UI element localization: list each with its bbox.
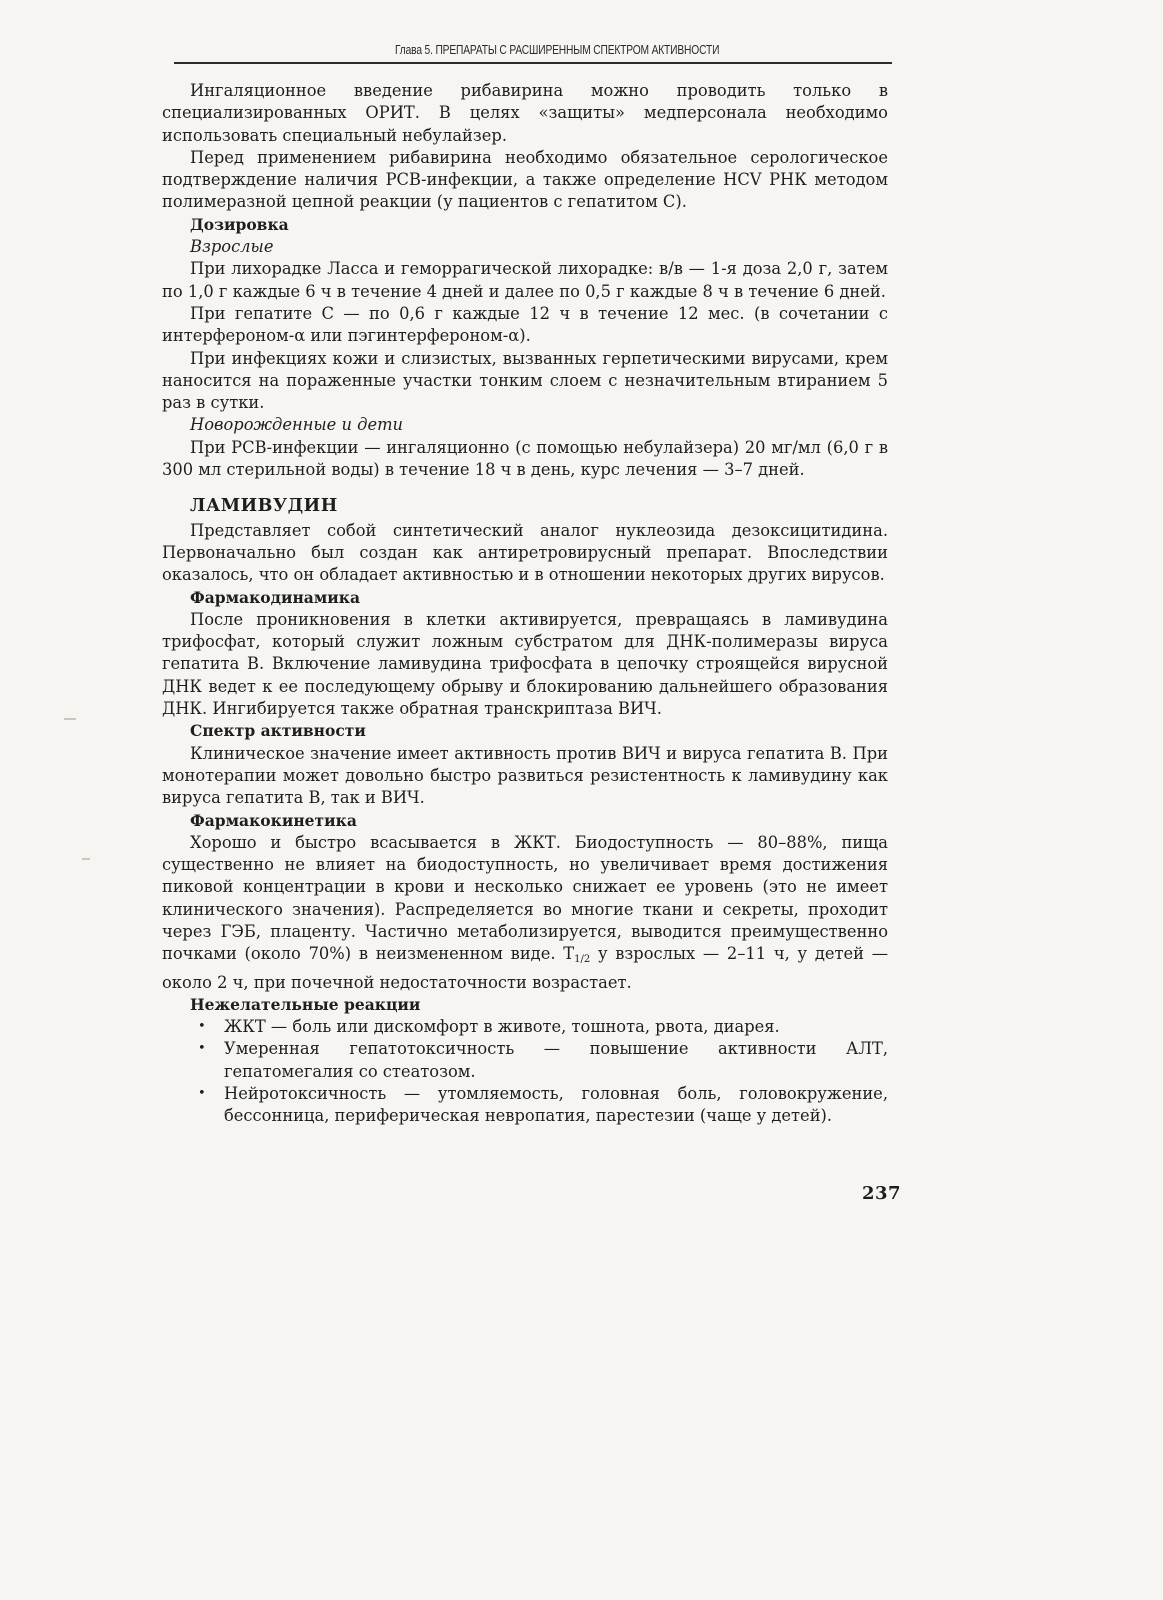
paragraph: При лихорадке Ласса и геморрагической лихорадке: в/в — 1-я доза 2,0 г, затем по 1,0 г каждые 6 ч в течение 4 дней и далее по 0,5 г каждые 8 ч в течение 6 дней. <box>162 259 888 301</box>
list-item: • ЖКТ — боль или дискомфорт в животе, тошнота, рвота, диарея. <box>162 1016 888 1038</box>
list-item: • Нейротоксичность — утомляемость, головная боль, головокружение, бессонница, периферическая невропатия, парестезии (чаще у детей). <box>162 1083 888 1128</box>
paragraph: Представляет собой синтетический аналог нуклеозида дезоксицитидина. Первоначально был создан как антиретровирусный препарат. Впоследствии оказалось, что он обладает активностью и в отношении некоторых других вирусов. <box>162 520 888 585</box>
text-run: у взрослых — 2–11 ч, у детей — около 2 ч, при почечной недостаточности возрастает. <box>162 944 888 992</box>
page-number: 237 <box>862 1183 902 1204</box>
paragraph: При инфекциях кожи и слизистых, вызванных герпетическими вирусами, крем наносится на пораженные участки тонким слоем с незначительным втиранием 5 раз в сутки. <box>162 348 888 413</box>
section-heading: Нежелательные реакции <box>190 994 421 1014</box>
section-heading: Фармакодинамика <box>190 587 361 607</box>
running-head: Глава 5. ПРЕПАРАТЫ С РАСШИРЕННЫМ СПЕКТРОМ АКТИВНОСТИ <box>395 43 720 57</box>
adverse-reactions-list <box>162 1016 888 1127</box>
margin-mark <box>64 718 76 720</box>
list-item: • Умеренная гепатотоксичность — повышение активности АЛТ, гепатомегалия со стеатозом. <box>162 1038 888 1083</box>
paragraph: При РСВ-инфекции — ингаляционно (с помощью небулайзера) 20 мг/мл (6,0 г в 300 мл стерильной воды) в течение 18 ч в день, курс лечения — 3–7 дней. <box>162 437 888 480</box>
text-run: Хорошо и быстро всасывается в ЖКТ. Биодоступность — 80–88%, пища существенно не влияет на биодоступность, но увеличивает время достижения пиковой концентрации в крови и несколько снижает ее уровень (это не имеет клинического значения). Распределяется во многие ткани и секреты, проходит через ГЭБ, плаценту. Частично метаболизируется, выводится преимущественно почками (около 70%) в неизмененном виде. T <box>162 832 888 964</box>
subsection-heading: Взрослые <box>190 237 274 257</box>
drug-title: ЛАМИВУДИН <box>190 496 338 517</box>
paragraph: При гепатите С — по 0,6 г каждые 12 ч в течение 12 мес. (в сочетании с интерфероном-α или пэгинтерфероном-α). <box>162 303 888 346</box>
subsection-heading: Новорожденные и дети <box>190 415 404 435</box>
subscript: 1/2 <box>574 954 591 966</box>
main-text <box>162 80 888 1128</box>
section-heading: Дозировка <box>190 214 289 234</box>
section-heading: Фармакокинетика <box>190 810 357 830</box>
paragraph: Ингаляционное введение рибавирина можно проводить только в специализированных ОРИТ. В целях «защиты» медперсонала необходимо использовать специальный небулайзер. <box>162 81 888 145</box>
paragraph: Перед применением рибавирина необходимо обязательное серологическое подтверждение наличия РСВ-инфекции, а также определение HCV РНК методом полимеразной цепной реакции (у пациентов с гепатитом С). <box>162 147 888 212</box>
paragraph <box>162 832 888 994</box>
header-rule <box>174 62 892 64</box>
margin-mark <box>82 858 90 860</box>
paragraph: Клиническое значение имеет активность против ВИЧ и вируса гепатита В. При монотерапии может довольно быстро развиться резистентность к ламивудину как вируса гепатита В, так и ВИЧ. <box>162 743 888 808</box>
paragraph: После проникновения в клетки активируется, превращаясь в ламивудина трифосфат, который служит ложным субстратом для ДНК-полимеразы вируса гепатита В. Включение ламивудина трифосфата в цепочку строящейся вирусной ДНК ведет к ее последующему обрыву и блокированию дальнейшего образования ДНК. Ингибируется также обратная транскриптаза ВИЧ. <box>162 609 888 719</box>
section-heading: Спектр активности <box>190 721 366 741</box>
